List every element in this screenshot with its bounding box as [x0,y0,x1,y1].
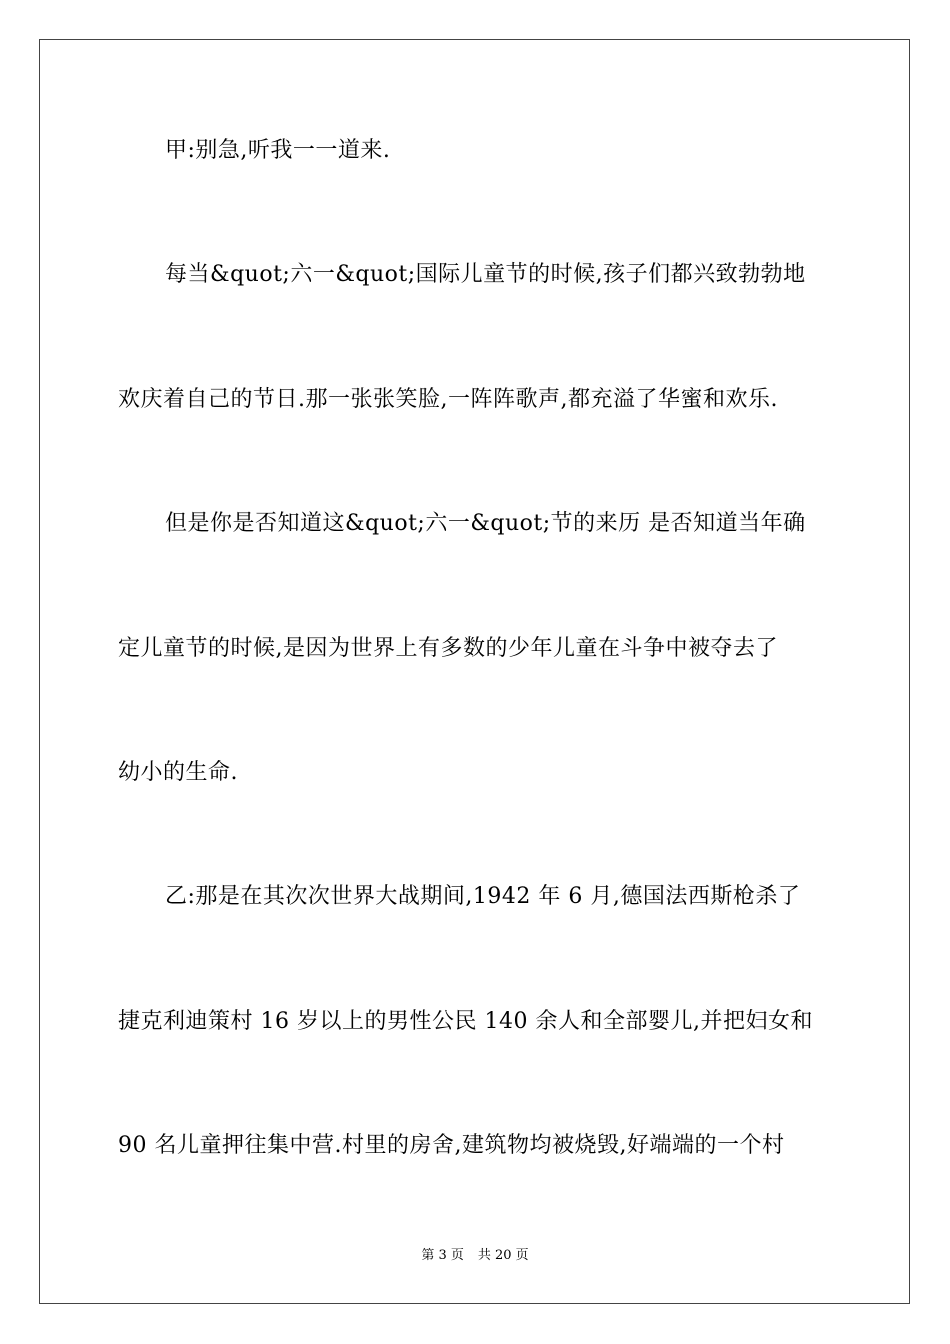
page-number: 第 3 页 [421,1248,464,1263]
text-line: 每当&quot;六一&quot;国际儿童节的时候,孩子们都兴致勃勃地 [165,262,806,287]
text-line: 欢庆着自己的节日.那一张张笑脸,一阵阵歌声,都充溢了华蜜和欢乐. [118,387,778,412]
text-line: 90 名儿童押往集中营.村里的房舍,建筑物均被烧毁,好端端的一个村 [118,1133,785,1158]
text-line: 幼小的生命. [118,760,238,785]
page-total: 共 20 页 [477,1248,529,1263]
text-line: 乙:那是在其次次世界大战期间,1942 年 6 月,德国法西斯枪杀了 [165,884,801,909]
text-line: 定儿童节的时候,是因为世界上有多数的少年儿童在斗争中被夺去了 [118,636,778,661]
text-line: 但是你是否知道这&quot;六一&quot;节的来历 是否知道当年确 [165,511,806,536]
page-border [39,39,910,1304]
text-line: 甲:别急,听我一一道来. [165,138,391,163]
page-footer [0,1248,950,1264]
text-line: 捷克利迪策村 16 岁以上的男性公民 140 余人和全部婴儿,并把妇女和 [118,1009,813,1034]
